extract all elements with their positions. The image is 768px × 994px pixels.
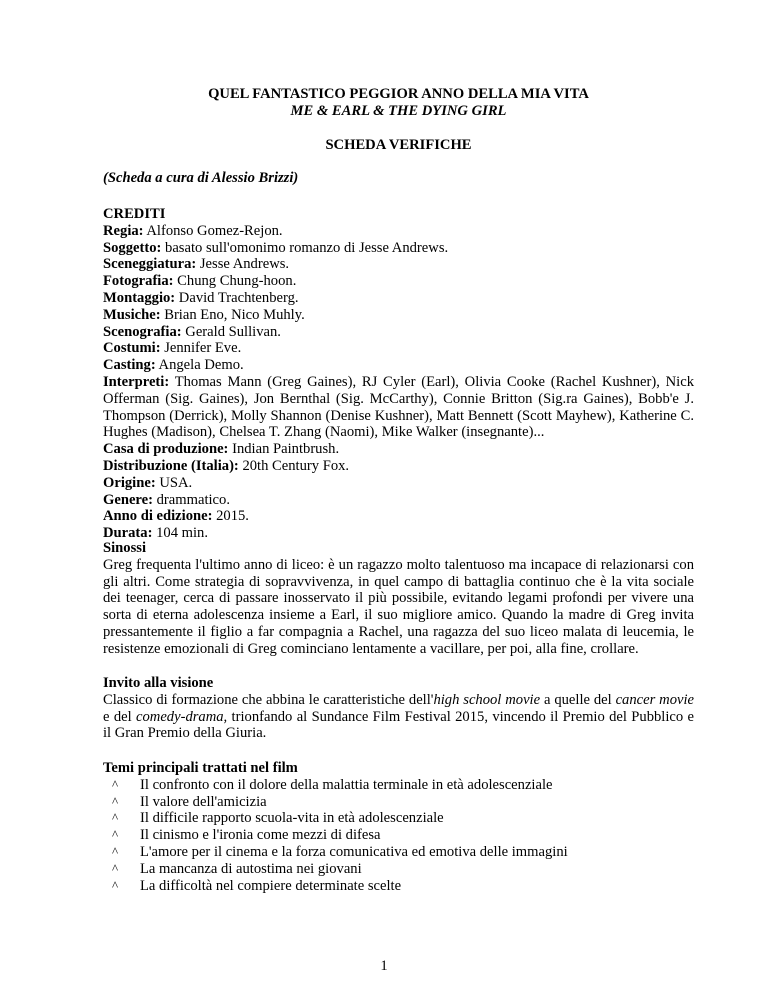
credit-label: Genere:	[103, 491, 153, 508]
credit-value: Indian Paintbrush.	[228, 441, 340, 458]
theme-item	[103, 844, 694, 861]
credit-line	[103, 256, 694, 273]
curator-note: (Scheda a cura di Alessio Brizzi)	[103, 170, 299, 186]
theme-item	[103, 794, 694, 811]
credit-label: Regia:	[103, 222, 144, 239]
credit-label: Soggetto:	[103, 239, 162, 256]
credit-line	[103, 307, 694, 324]
page-number: 1	[380, 958, 388, 974]
credit-label: Durata:	[103, 525, 153, 542]
sinossi-heading: Sinossi	[103, 540, 146, 556]
theme-item	[103, 810, 694, 827]
invito-text-part: Classico di formazione che abbina le caratteristiche dell'	[103, 691, 434, 708]
credit-label: Distribuzione (Italia):	[103, 457, 239, 474]
credit-line	[103, 273, 694, 290]
caret-bullet-icon: ^	[112, 877, 119, 893]
credit-label: Fotografia:	[103, 273, 174, 290]
theme-text: La mancanza di autostima nei giovani	[140, 860, 362, 877]
temi-section	[103, 760, 694, 894]
credit-label: Interpreti:	[103, 373, 170, 390]
theme-item	[103, 827, 694, 844]
caret-bullet-icon: ^	[112, 843, 119, 859]
theme-text: Il valore dell'amicizia	[140, 793, 267, 810]
theme-text: Il cinismo e l'ironia come mezzi di difesa	[140, 827, 381, 844]
invito-text	[103, 692, 694, 742]
credit-label: Costumi:	[103, 340, 161, 357]
credit-line	[103, 357, 694, 374]
credits-list-2	[103, 441, 694, 542]
invito-italic-term: high school movie	[433, 691, 541, 708]
theme-item	[103, 861, 694, 878]
caret-bullet-icon: ^	[112, 810, 119, 826]
title-english: ME & EARL & THE DYING GIRL	[290, 103, 507, 119]
theme-item	[103, 777, 694, 794]
sinossi-section	[103, 540, 694, 658]
credit-label: Origine:	[103, 474, 156, 491]
credit-value: 2015.	[212, 508, 249, 525]
crediti-heading: CREDITI	[103, 206, 166, 222]
theme-text: La difficoltà nel compiere determinate scelte	[140, 877, 402, 894]
credit-line	[103, 290, 694, 307]
temi-heading: Temi principali trattati nel film	[103, 760, 298, 776]
credit-line	[103, 223, 694, 240]
theme-text: Il difficile rapporto scuola-vita in età adolescenziale	[140, 810, 444, 827]
credit-value: Alfonso Gomez-Rejon.	[143, 222, 283, 239]
credit-value: David Trachtenberg.	[175, 289, 299, 306]
credit-interpreti	[103, 374, 694, 441]
invito-text-part: trionfando al Sundance Film Festival 2015, vincendo il Premio del Pubblico e il Gran Premio della Giuria.	[103, 708, 695, 742]
credit-label: Sceneggiatura:	[103, 256, 197, 273]
credit-value: 104 min.	[152, 525, 208, 542]
caret-bullet-icon: ^	[112, 793, 119, 809]
invito-italic-term: comedy-drama,	[136, 708, 228, 725]
credit-label: Montaggio:	[103, 289, 176, 306]
credit-label: Casa di produzione:	[103, 441, 229, 458]
credit-value: Thomas Mann (Greg Gaines), RJ Cyler (Earl), Olivia Cooke (Rachel Kushner), Nick Offerman (Sig. Gaines), Jon Bernthal (Sig. McCarthy), Connie Britton (Sig.ra Gaines), Bobb'e J. Thompson (Derrick), Molly Shannon (Denise Kushner), Matt Bennett (Scott Mayhew), Katherine C. Hughes (Madison), Chelsea T. Zhang (Naomi), Mike Walker (insegnante)...	[103, 373, 694, 441]
credit-value: Gerald Sullivan.	[181, 323, 281, 340]
credit-label: Anno di edizione:	[103, 508, 213, 525]
credit-line	[103, 340, 694, 357]
caret-bullet-icon: ^	[112, 827, 119, 843]
credit-label: Casting:	[103, 357, 156, 374]
invito-heading: Invito alla visione	[103, 675, 214, 691]
themes-list	[103, 777, 694, 895]
caret-bullet-icon: ^	[112, 860, 119, 876]
theme-text: L'amore per il cinema e la forza comunicativa ed emotiva delle immagini	[140, 843, 568, 860]
invito-text-part: e del	[103, 708, 137, 725]
credit-line	[103, 240, 694, 257]
credits-list	[103, 223, 694, 374]
credit-value: Chung Chung-hoon.	[173, 273, 297, 290]
credit-value: Angela Demo.	[155, 357, 244, 374]
caret-bullet-icon: ^	[112, 776, 119, 792]
theme-text: Il confronto con il dolore della malattia terminale in età adolescenziale	[140, 776, 553, 793]
invito-section	[103, 675, 694, 742]
credit-line	[103, 508, 694, 525]
title-italian: QUEL FANTASTICO PEGGIOR ANNO DELLA MIA VITA	[208, 86, 589, 102]
credit-value: Jennifer Eve.	[160, 340, 242, 357]
credit-line	[103, 492, 694, 509]
credit-line	[103, 324, 694, 341]
credit-label: Musiche:	[103, 306, 161, 323]
subtitle: SCHEDA VERIFICHE	[325, 137, 472, 153]
credit-value: drammatico.	[152, 491, 230, 508]
sinossi-text: Greg frequenta l'ultimo anno di liceo: è un ragazzo molto talentuoso ma incapace di relazionarsi con gli altri. Come strategia di sopravvivenza, in quel campo di battaglia continuo che è la vita sociale dei teenager, cerca di passare inosservato il più possibile, evitando legami profondi per vivere una sorta di eterna adolescenza insieme a Earl, il suo migliore amico. Quando la madre di Greg invita pressantemente il figlio a far compagnia a Rachel, una ragazza del suo liceo malata di leucemia, le resistenze emozionali di Greg cominciano lentamente a vacillare, per poi, alla fine, crollare.	[103, 556, 694, 657]
theme-item	[103, 878, 694, 895]
crediti-section	[103, 206, 694, 542]
credit-value: basato sull'omonimo romanzo di Jesse Andrews.	[161, 239, 449, 256]
credit-label: Scenografia:	[103, 323, 182, 340]
credit-line	[103, 475, 694, 492]
credit-value: 20th Century Fox.	[238, 457, 350, 474]
credit-value: Brian Eno, Nico Muhly.	[160, 306, 305, 323]
invito-italic-term: cancer movie	[615, 691, 695, 708]
credit-value: USA.	[155, 474, 193, 491]
credit-line	[103, 458, 694, 475]
credit-value: Jesse Andrews.	[196, 256, 290, 273]
credit-line	[103, 441, 694, 458]
invito-text-part: a quelle del	[540, 691, 616, 708]
